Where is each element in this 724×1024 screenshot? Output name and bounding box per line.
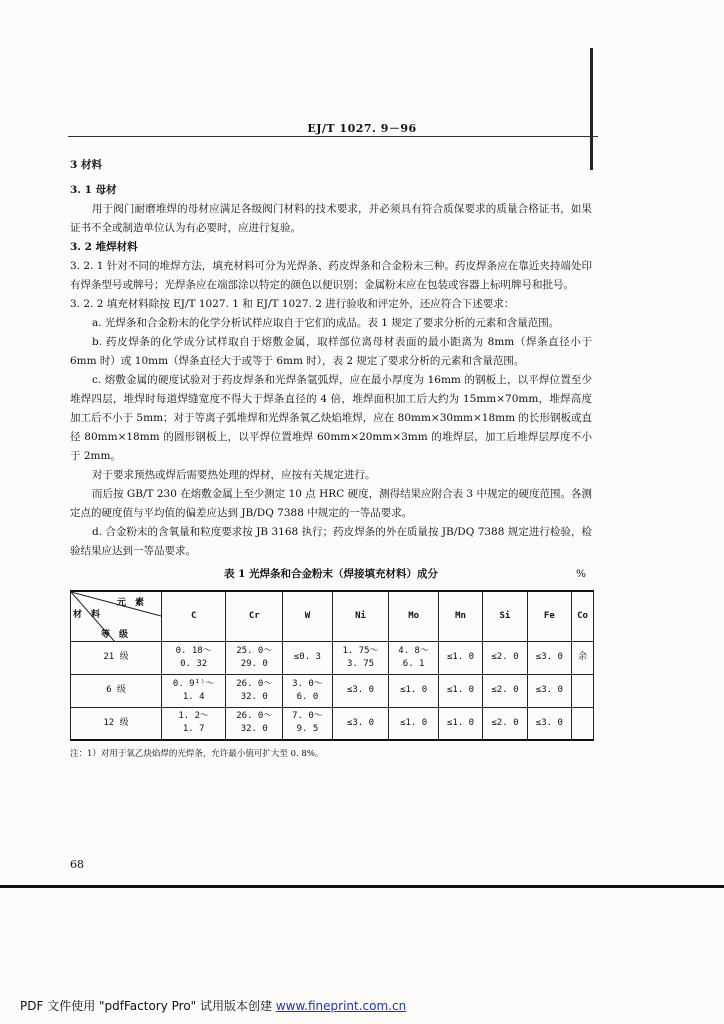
- value-cell: ≤3. 0: [332, 707, 389, 740]
- table-unit: %: [576, 568, 586, 580]
- col-header: Co: [572, 591, 594, 641]
- section-heading-3-2: 3. 2 堆焊材料: [70, 241, 138, 253]
- fineprint-link[interactable]: www.fineprint.com.cn: [275, 999, 407, 1013]
- value-cell: 1. 2～ 1. 7: [162, 707, 226, 740]
- grade-cell: 12 级: [71, 707, 162, 740]
- value-cell: ≤3. 0: [527, 641, 571, 674]
- paragraph-3-2-2: 3. 2. 2 填充材料除按 EJ/T 1027. 1 和 EJ/T 1027. 2 进行验收和评定外，还应符合下述要求：: [70, 298, 515, 310]
- value-cell: [572, 674, 594, 707]
- value-cell: 余: [572, 641, 594, 674]
- col-header: Si: [483, 591, 527, 641]
- value-cell: ≤3. 0: [527, 707, 571, 740]
- item-d: d. 合金粉末的含氧量和粒度要求按 JB 3168 执行；药皮焊条的外在质量按 JB/DQ 7388 规定进行检验，检验结果应达到一等品要求。: [70, 526, 592, 557]
- value-cell: 26. 0～ 32. 0: [226, 707, 283, 740]
- corner-label-grade: 等 级: [101, 630, 129, 640]
- value-cell: ≤2. 0: [483, 641, 527, 674]
- value-cell: ≤1. 0: [389, 707, 438, 740]
- grade-cell: 6 级: [71, 674, 162, 707]
- table-title: [70, 565, 592, 584]
- footer-rule: [0, 885, 724, 888]
- value-cell: ≤3. 0: [527, 674, 571, 707]
- value-cell: ≤2. 0: [483, 674, 527, 707]
- value-cell: [572, 707, 594, 740]
- table-row: [71, 641, 594, 674]
- corner-label-material: 材 料: [73, 610, 101, 620]
- table-row: [71, 674, 594, 707]
- corner-label-element: 元 素: [117, 598, 145, 608]
- page-number: 68: [70, 858, 84, 871]
- col-header: Fe: [527, 591, 571, 641]
- col-header: Ni: [332, 591, 389, 641]
- col-header: C: [162, 591, 226, 641]
- value-cell: 26. 0～ 32. 0: [226, 674, 283, 707]
- value-cell: 1. 75～ 3. 75: [332, 641, 389, 674]
- value-cell: ≤1. 0: [438, 641, 482, 674]
- paragraph-3-2-1: 3. 2. 1 针对不同的堆焊方法，填充材料可分为光焊条、药皮焊条和合金粉末三种。药皮焊条应在靠近夹持端处印有焊条型号或牌号；光焊条应在端部涂以特定的颜色以便识别；金属粉末应在包装或容器上标明牌号和批号。: [70, 260, 592, 291]
- value-cell: ≤3. 0: [332, 674, 389, 707]
- value-cell: ≤0. 3: [283, 641, 332, 674]
- paragraph-3-1: 用于阀门耐磨堆焊的母材应满足各级阀门材料的技术要求，并必须具有符合质保要求的质量合格证书，如果证书不全或制造单位认为有必要时，应进行复验。: [70, 203, 592, 234]
- item-c-hardness: 而后按 GB/T 230 在熔敷金属上至少测定 10 点 HRC 硬度，测得结果应附合表 3 中规定的硬度范围。各测定点的硬度值与平均值的偏差应达到 JB/DQ 7388 中规定的一等品要求。: [70, 488, 592, 519]
- table-note: 注：1）对用于氧乙炔焰焊的光焊条，允许最小值可扩大至 0. 8%。: [70, 749, 324, 759]
- body-content: [70, 150, 592, 764]
- col-header: Mn: [438, 591, 482, 641]
- table-row: [71, 707, 594, 740]
- value-cell: 4. 8～ 6. 1: [389, 641, 438, 674]
- value-cell: ≤1. 0: [438, 674, 482, 707]
- value-cell: ≤1. 0: [438, 707, 482, 740]
- value-cell: 25. 0～ 29. 0: [226, 641, 283, 674]
- item-a: a. 光焊条和合金粉末的化学分析试样应取自于它们的成品。表 1 规定了要求分析的元素和含量范围。: [92, 317, 560, 329]
- section-heading-3: 3 材料: [70, 159, 102, 171]
- value-cell: ≤2. 0: [483, 707, 527, 740]
- grade-cell: 21 级: [71, 641, 162, 674]
- section-heading-3-1: 3. 1 母材: [70, 184, 117, 196]
- value-cell: 3. 0～ 6. 0: [283, 674, 332, 707]
- composition-table: [70, 590, 594, 741]
- value-cell: 7. 0～ 9. 5: [283, 707, 332, 740]
- table-header-row: [71, 591, 594, 641]
- value-cell: 0. 18～ 0. 32: [162, 641, 226, 674]
- value-cell: ≤1. 0: [389, 674, 438, 707]
- item-c: c. 熔敷金属的硬度试验对于药皮焊条和光焊条氩弧焊，应在最小厚度为 16mm 的钢板上，以平焊位置至少堆焊四层，堆焊时每道焊缝宽度不得大于焊条直径的 4 倍，堆焊面积加工后大约为 15mm×70mm，堆焊高度加工后不小于 5mm；对于等离子弧堆焊和光焊条氧乙炔焰堆焊，应在 80mm×30mm×18mm 的长形钢板或直径 80mm×18mm 的圆形钢板上，以平焊位置堆焊 60mm×20mm×3mm 的堆焊层，加工后堆焊层厚度不小于 2mm。: [70, 374, 592, 462]
- table-corner-cell: [71, 591, 162, 641]
- document-code: EJ/T 1027. 9－96: [307, 122, 417, 135]
- col-header: W: [283, 591, 332, 641]
- item-b: b. 药皮焊条的化学成分试样取自于熔敷金属，取样部位离母材表面的最小距离为 8mm（焊条直径小于 6mm 时）或 10mm（焊条直径大于或等于 6mm 时），表 2 规定了要求分析的元素和含量范围。: [70, 336, 592, 367]
- pdf-creator-footer: [20, 997, 406, 1014]
- pdf-footer-text: PDF 文件使用 "pdfFactory Pro" 试用版本创建: [20, 999, 276, 1013]
- header-rule: [68, 136, 598, 137]
- table-title-text: 表 1 光焊条和合金粉末（焊接填充材料）成分: [223, 568, 439, 580]
- col-header: Cr: [226, 591, 283, 641]
- item-c-preheat: 对于要求预热或焊后需要热处理的焊材，应按有关规定进行。: [92, 469, 376, 481]
- col-header: Mo: [389, 591, 438, 641]
- value-cell: 0. 9¹⁾～ 1. 4: [162, 674, 226, 707]
- table-body: [71, 641, 594, 740]
